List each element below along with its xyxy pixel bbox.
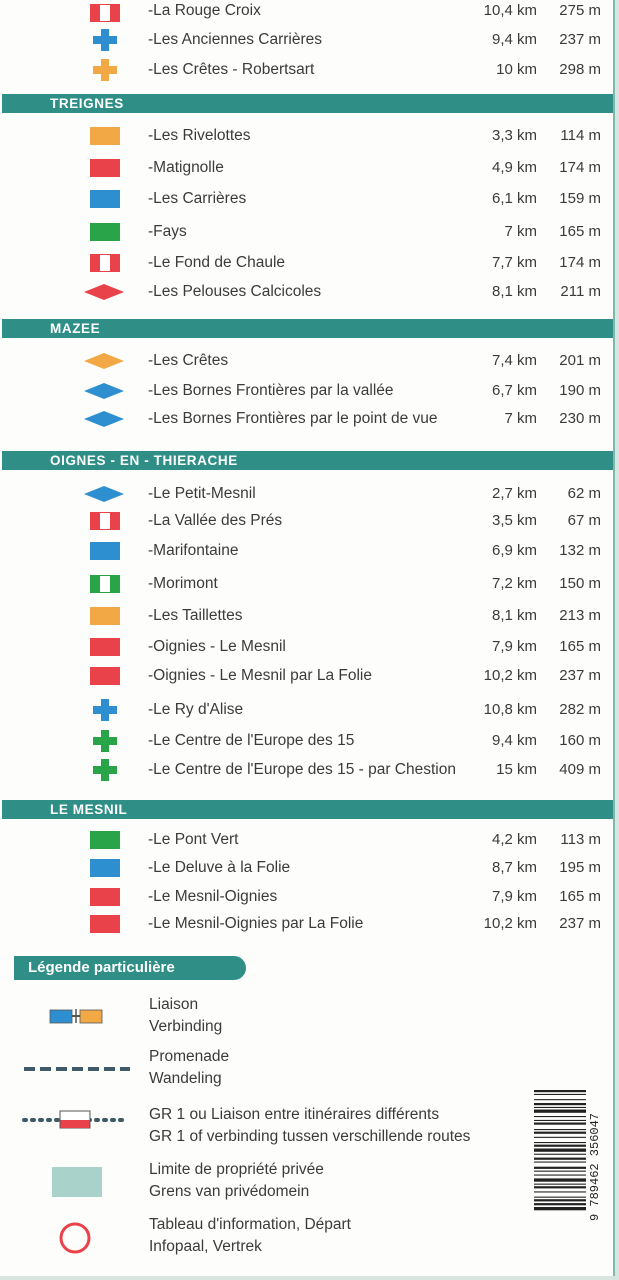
info-board-circle-icon <box>20 1216 132 1256</box>
route-elevation: 165 m <box>559 638 601 655</box>
red-white-rectangle-icon <box>90 4 120 22</box>
barcode-number: 9 789462 356047 <box>588 1112 602 1222</box>
route-row <box>0 378 613 404</box>
red-rectangle-icon <box>90 915 120 933</box>
route-row <box>0 219 613 245</box>
route-row <box>0 538 613 564</box>
barcode-bar <box>534 1197 586 1198</box>
route-elevation: 190 m <box>559 382 601 399</box>
section-header-mazee: MAZEE <box>2 319 613 338</box>
legend-label-nl: Verbinding <box>149 1018 223 1035</box>
legend-label-nl: Grens van privédomein <box>149 1183 310 1200</box>
route-row <box>0 406 613 432</box>
green-rectangle-icon <box>90 831 120 849</box>
route-elevation: 237 m <box>559 31 601 48</box>
route-name: -Les Rivelottes <box>148 127 251 144</box>
blue-diamond-icon <box>84 410 124 428</box>
barcode-bar <box>534 1162 586 1163</box>
route-distance: 3,5 km <box>491 512 537 529</box>
route-elevation: 195 m <box>559 859 601 876</box>
route-elevation: 275 m <box>559 2 601 19</box>
barcode-bar <box>534 1199 586 1201</box>
red-white-rectangle-icon <box>90 254 120 272</box>
route-distance: 6,1 km <box>491 190 537 207</box>
red-white-rectangle-icon <box>90 512 120 530</box>
barcode-bar <box>534 1116 586 1117</box>
barcode-bar <box>534 1090 586 1092</box>
blue-diamond-icon <box>84 382 124 400</box>
dashed-line-icon <box>20 1048 132 1088</box>
green-cross-icon <box>90 758 120 782</box>
blue-rectangle-icon <box>90 190 120 208</box>
route-elevation: 150 m <box>559 575 601 592</box>
section-header-le-mesnil: LE MESNIL <box>2 800 613 819</box>
red-rectangle-icon <box>90 667 120 685</box>
route-name: -Le Deluve à la Folie <box>148 859 291 876</box>
barcode-bar <box>534 1110 586 1113</box>
red-rectangle-icon <box>90 888 120 906</box>
route-distance: 9,4 km <box>491 732 537 749</box>
route-distance: 7,4 km <box>491 352 537 369</box>
legend-label-fr: Limite de propriété privée <box>149 1161 324 1178</box>
route-distance: 10,4 km <box>483 2 537 19</box>
route-name: -Le Ry d'Alise <box>148 701 244 718</box>
route-elevation: 165 m <box>559 223 601 240</box>
route-name: -Les Taillettes <box>148 607 243 624</box>
route-name: -Le Mesnil-Oignies <box>148 888 278 905</box>
barcode-bar <box>534 1184 586 1185</box>
route-name: -Les Bornes Frontières par la vallée <box>148 382 394 399</box>
legend-label-fr: Tableau d'information, Départ <box>149 1216 351 1233</box>
route-name: -Fays <box>148 223 187 240</box>
route-distance: 8,1 km <box>491 283 537 300</box>
legend-label-nl: Wandeling <box>149 1070 222 1087</box>
route-distance: 7 km <box>504 223 537 240</box>
route-row <box>0 697 613 723</box>
private-property-area-icon <box>20 1159 132 1199</box>
orange-rectangle-icon <box>90 127 120 145</box>
barcode-bar <box>534 1158 586 1160</box>
route-name: -Les Carrières <box>148 190 247 207</box>
barcode-bar <box>534 1154 586 1155</box>
barcode-bar <box>534 1203 586 1205</box>
orange-cross-icon <box>90 58 120 82</box>
route-distance: 7,9 km <box>491 638 537 655</box>
barcode-bar <box>534 1186 586 1188</box>
route-distance: 10,8 km <box>483 701 537 718</box>
route-distance: 10,2 km <box>483 667 537 684</box>
route-name: -Les Bornes Frontières par le point de vue <box>148 410 438 427</box>
red-rectangle-icon <box>90 638 120 656</box>
liaison-link-icon <box>20 996 132 1036</box>
orange-diamond-icon <box>84 352 124 370</box>
barcode-bar <box>534 1171 586 1172</box>
route-name: -Morimont <box>148 575 218 592</box>
barcode-bar <box>534 1167 586 1169</box>
barcode-bar <box>534 1107 586 1108</box>
route-name: -Le Centre de l'Europe des 15 <box>148 732 355 749</box>
route-elevation: 67 m <box>567 512 601 529</box>
legend-label-nl: Infopaal, Vertrek <box>149 1238 262 1255</box>
barcode <box>534 1088 606 1248</box>
route-name: -Les Pelouses Calcicoles <box>148 283 322 300</box>
route-row <box>0 123 613 149</box>
route-name: -La Rouge Croix <box>148 2 261 19</box>
barcode-bar <box>534 1178 586 1181</box>
route-distance: 6,9 km <box>491 542 537 559</box>
route-elevation: 165 m <box>559 888 601 905</box>
legend-item <box>0 1046 613 1092</box>
barcode-bar <box>534 1129 586 1130</box>
route-row <box>0 0 613 26</box>
green-rectangle-icon <box>90 223 120 241</box>
section-header-oignes-en-thierache: OIGNES - EN - THIERACHE <box>2 451 613 470</box>
barcode-bar <box>534 1191 586 1192</box>
barcode-bar <box>534 1132 586 1134</box>
legend-item <box>0 1104 613 1150</box>
barcode-bar <box>534 1142 586 1143</box>
route-name: -Le Fond de Chaule <box>148 254 286 271</box>
route-elevation: 62 m <box>567 485 601 502</box>
barcode-bar <box>534 1175 586 1176</box>
route-elevation: 201 m <box>559 352 601 369</box>
route-row <box>0 884 613 910</box>
barcode-bars <box>534 1088 588 1248</box>
route-name: -Le Mesnil-Oignies par La Folie <box>148 915 364 932</box>
route-elevation: 160 m <box>559 732 601 749</box>
route-row <box>0 508 613 534</box>
route-elevation: 230 m <box>559 410 601 427</box>
route-distance: 9,4 km <box>491 31 537 48</box>
route-elevation: 282 m <box>559 701 601 718</box>
route-distance: 8,7 km <box>491 859 537 876</box>
route-row <box>0 348 613 374</box>
red-rectangle-icon <box>90 159 120 177</box>
barcode-bar <box>534 1099 586 1100</box>
route-distance: 10,2 km <box>483 915 537 932</box>
legend-label-fr: Liaison <box>149 996 199 1013</box>
route-distance: 7 km <box>504 410 537 427</box>
route-name: -Marifontaine <box>148 542 239 559</box>
route-elevation: 237 m <box>559 667 601 684</box>
route-elevation: 174 m <box>559 159 601 176</box>
route-row <box>0 250 613 276</box>
route-elevation: 211 m <box>560 283 601 300</box>
route-elevation: 174 m <box>559 254 601 271</box>
route-row <box>0 757 613 783</box>
route-row <box>0 57 613 83</box>
route-row <box>0 603 613 629</box>
route-row <box>0 279 613 305</box>
red-diamond-icon <box>84 283 124 301</box>
barcode-bar <box>534 1123 586 1125</box>
route-row <box>0 481 613 507</box>
route-name: -Les Crêtes - Robertsart <box>148 61 315 78</box>
legend-item <box>0 994 613 1040</box>
barcode-bar <box>534 1094 586 1095</box>
route-name: -Le Pont Vert <box>148 831 239 848</box>
route-distance: 10 km <box>496 61 537 78</box>
blue-cross-icon <box>90 698 120 722</box>
route-elevation: 237 m <box>559 915 601 932</box>
route-name: -Les Crêtes <box>148 352 229 369</box>
route-row <box>0 186 613 212</box>
route-name: -Oignies - Le Mesnil <box>148 638 286 655</box>
route-row <box>0 728 613 754</box>
barcode-bar <box>534 1103 586 1105</box>
route-name: -Matignolle <box>148 159 224 176</box>
route-distance: 7,2 km <box>491 575 537 592</box>
route-name: -Les Anciennes Carrières <box>148 31 323 48</box>
blue-rectangle-icon <box>90 542 120 560</box>
barcode-bar <box>534 1207 586 1210</box>
route-elevation: 409 m <box>559 761 601 778</box>
route-name: -La Vallée des Prés <box>148 512 283 529</box>
blue-cross-icon <box>90 28 120 52</box>
legend-item <box>0 1214 613 1260</box>
legend-label-fr: GR 1 ou Liaison entre itinéraires différents <box>149 1106 440 1123</box>
barcode-bar <box>534 1149 586 1152</box>
route-distance: 7,7 km <box>491 254 537 271</box>
legend-label-fr: Promenade <box>149 1048 230 1065</box>
route-distance: 2,7 km <box>491 485 537 502</box>
green-cross-icon <box>90 729 120 753</box>
blue-rectangle-icon <box>90 859 120 877</box>
route-distance: 15 km <box>496 761 537 778</box>
route-name: -Le Centre de l'Europe des 15 - par Chestion <box>148 761 456 778</box>
route-row <box>0 663 613 689</box>
route-distance: 8,1 km <box>491 607 537 624</box>
dotted-gr-line-icon <box>20 1104 132 1144</box>
route-elevation: 113 m <box>560 831 601 848</box>
route-row <box>0 27 613 53</box>
legend-title: Légende particulière <box>14 956 246 980</box>
route-row <box>0 855 613 881</box>
barcode-bar <box>534 1137 586 1138</box>
green-white-rectangle-icon <box>90 575 120 593</box>
orange-rectangle-icon <box>90 607 120 625</box>
route-distance: 4,2 km <box>491 831 537 848</box>
route-row <box>0 155 613 181</box>
route-distance: 4,9 km <box>491 159 537 176</box>
barcode-bar <box>534 1145 586 1147</box>
legend-label-nl: GR 1 of verbinding tussen verschillende routes <box>149 1128 471 1145</box>
route-name: -Le Petit-Mesnil <box>148 485 256 502</box>
barcode-number-wrap <box>590 1088 606 1248</box>
route-distance: 6,7 km <box>491 382 537 399</box>
route-elevation: 298 m <box>559 61 601 78</box>
route-row <box>0 827 613 853</box>
legend-item <box>0 1159 613 1205</box>
barcode-bar <box>534 1120 586 1121</box>
route-name: -Oignies - Le Mesnil par La Folie <box>148 667 372 684</box>
route-row <box>0 911 613 937</box>
route-distance: 3,3 km <box>491 127 537 144</box>
route-elevation: 159 m <box>559 190 601 207</box>
route-row <box>0 571 613 597</box>
route-elevation: 213 m <box>559 607 601 624</box>
route-elevation: 114 m <box>560 127 601 144</box>
blue-diamond-icon <box>84 485 124 503</box>
route-distance: 7,9 km <box>491 888 537 905</box>
route-row <box>0 634 613 660</box>
section-header-treignes: TREIGNES <box>2 94 613 113</box>
route-elevation: 132 m <box>559 542 601 559</box>
